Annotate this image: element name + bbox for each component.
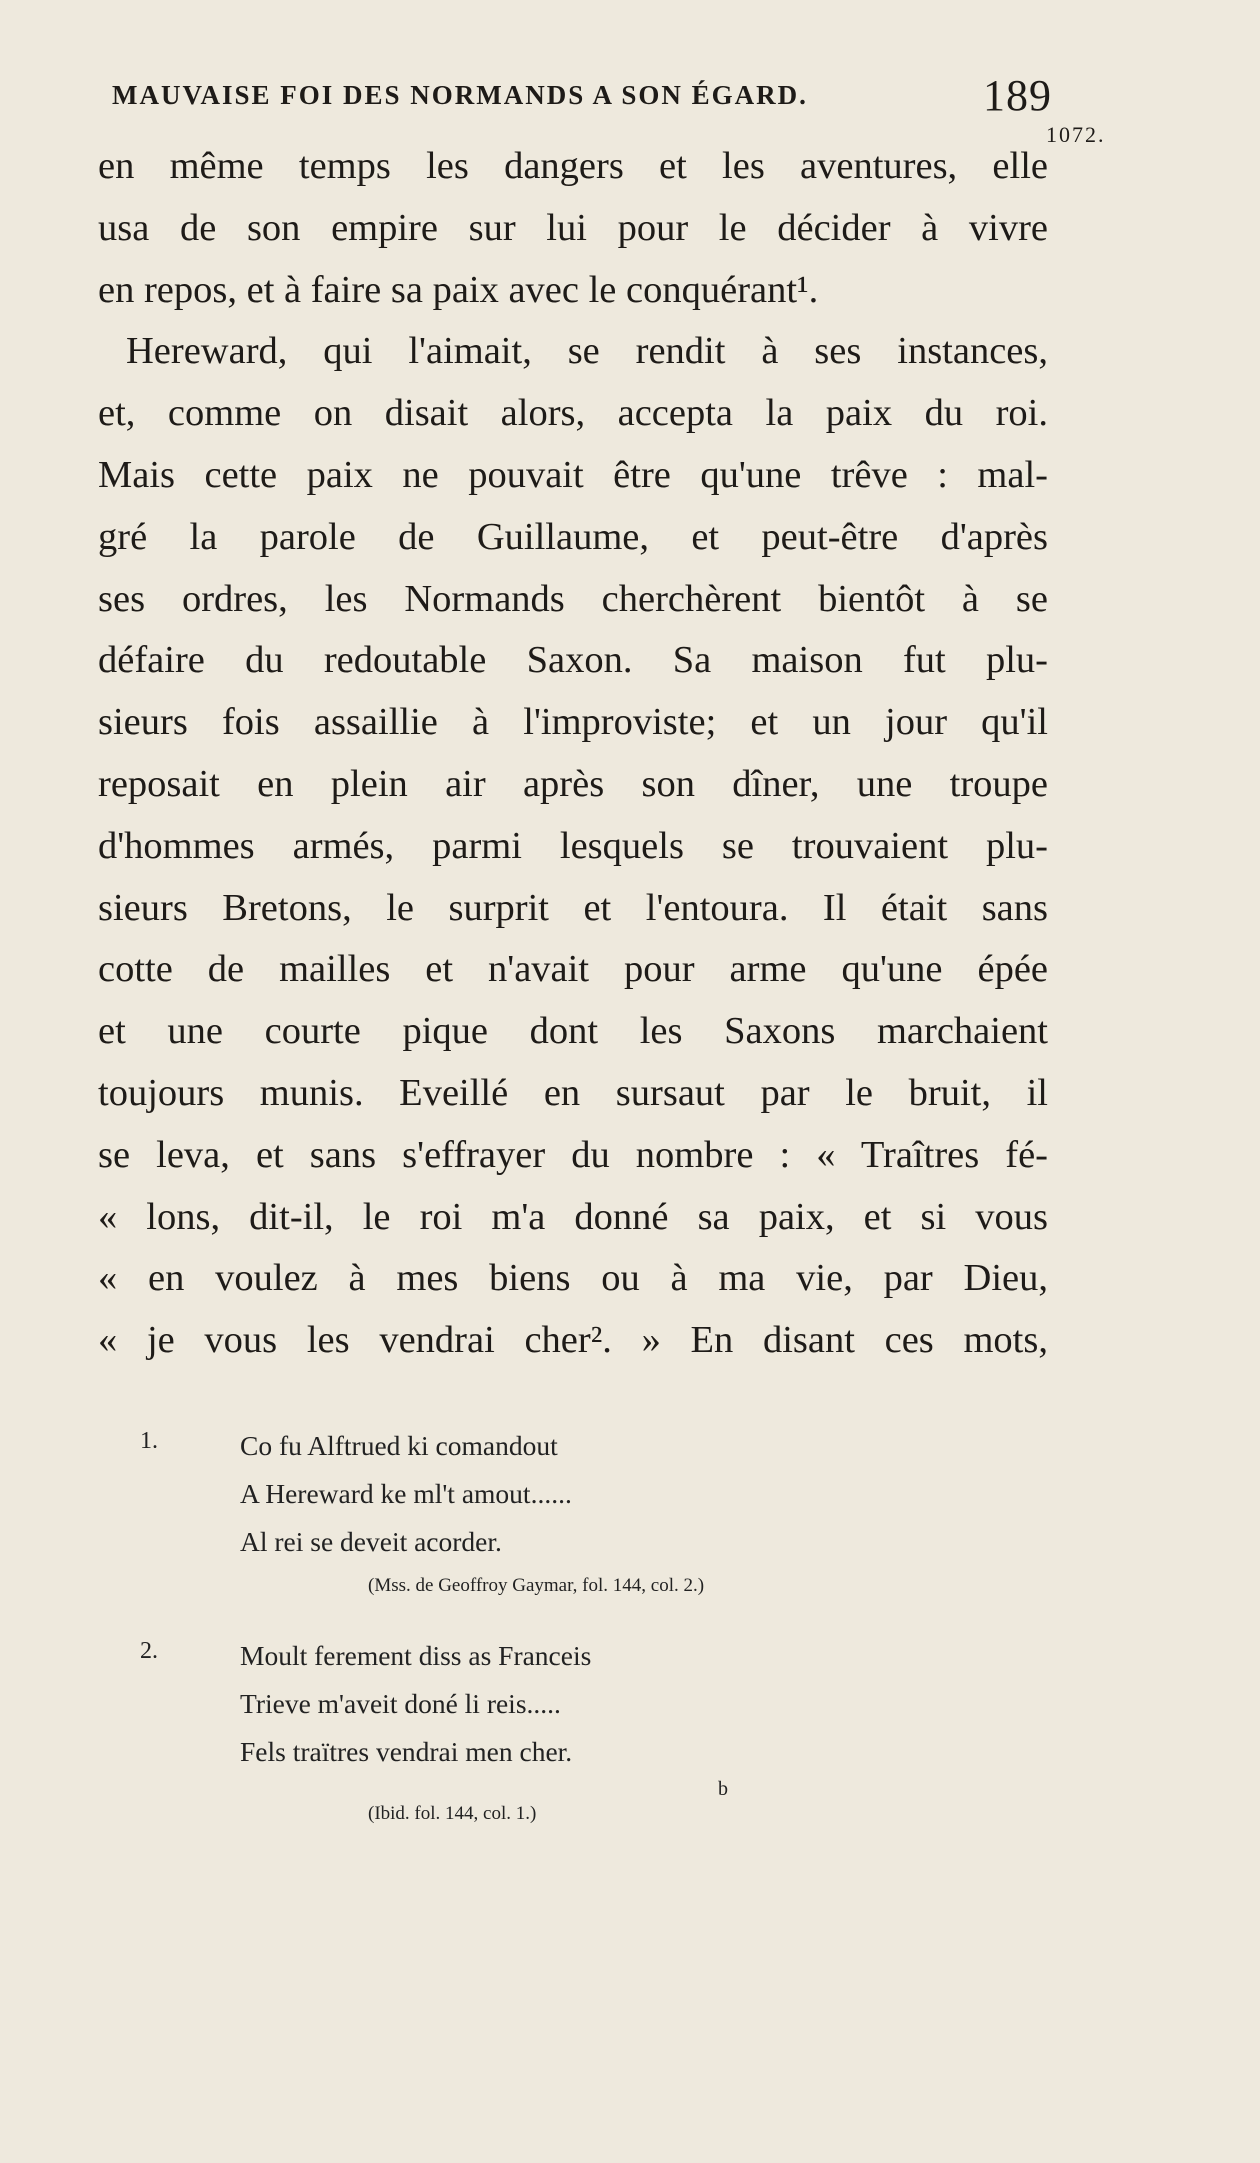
footnote-verse: Moult ferement diss as Franceis [240, 1640, 592, 1671]
text-line: usa de son empire sur lui pour le décider à vivre [98, 206, 1048, 249]
page-number: 189 [983, 71, 1052, 120]
footnote-verse: Trieve m'aveit doné li reis..... [240, 1688, 561, 1719]
footnote-verse: Co fu Alftrued ki comandout [240, 1430, 558, 1461]
signature-mark: b [718, 1778, 728, 1800]
text-line: se leva, et sans s'effrayer du nombre : « Traîtres fé- [98, 1133, 1048, 1176]
text-line: et une courte pique dont les Saxons marchaient [98, 1010, 1048, 1053]
text-line: « lons, dit-il, le roi m'a donné sa paix, et si vous [98, 1195, 1048, 1238]
footnote-number: 1. [140, 1428, 158, 1454]
text-line: d'hommes armés, parmi lesquels se trouvaient plu- [98, 824, 1048, 867]
text-line: Hereward, qui l'aimait, se rendit à ses instances, [126, 330, 1048, 373]
footnote-verse: Al rei se deveit acorder. [240, 1526, 502, 1557]
footnote-citation: (Ibid. fol. 144, col. 1.) [368, 1803, 537, 1824]
text-line: et, comme on disait alors, accepta la paix du roi. [98, 392, 1048, 435]
text-line: « je vous les vendrai cher². » En disant ces mots, [98, 1319, 1048, 1362]
text-line: toujours munis. Eveillé en sursaut par le bruit, il [98, 1071, 1048, 1114]
text-line: en même temps les dangers et les aventures, elle [98, 145, 1048, 187]
text-line: Mais cette paix ne pouvait être qu'une trêve : mal- [98, 453, 1048, 496]
footnotes [140, 1422, 900, 1834]
text-line: cotte de mailles et n'avait pour arme qu'une épée [98, 948, 1048, 991]
footnote-1 [140, 1422, 900, 1606]
body-text [98, 136, 1048, 1372]
text-line: défaire du redoutable Saxon. Sa maison fut plu- [98, 639, 1048, 682]
text-line: en repos, et à faire sa paix avec le conquérant¹. [98, 268, 819, 311]
text-line: sieurs Bretons, le surprit et l'entoura. Il était sans [98, 886, 1048, 929]
footnote-verse: A Hereward ke ml't amout...... [240, 1478, 572, 1509]
text-line: « en voulez à mes biens ou à ma vie, par Dieu, [98, 1257, 1048, 1300]
text-line: gré la parole de Guillaume, et peut-être d'après [98, 515, 1048, 558]
running-title: MAUVAISE FOI DES NORMANDS A SON ÉGARD. [112, 80, 808, 110]
margin-year: 1072. [1046, 122, 1106, 147]
text-line: sieurs fois assaillie à l'improviste; et un jour qu'il [98, 701, 1048, 744]
footnote-verse: Fels traïtres vendrai men cher. [240, 1736, 573, 1767]
footnote-number: 2. [140, 1638, 158, 1664]
footnote-citation: (Mss. de Geoffroy Gaymar, fol. 144, col. 2.) [368, 1575, 705, 1596]
text-line: reposait en plein air après son dîner, une troupe [98, 762, 1048, 805]
footnote-2 [140, 1632, 900, 1834]
text-line: ses ordres, les Normands cherchèrent bientôt à se [98, 577, 1048, 620]
